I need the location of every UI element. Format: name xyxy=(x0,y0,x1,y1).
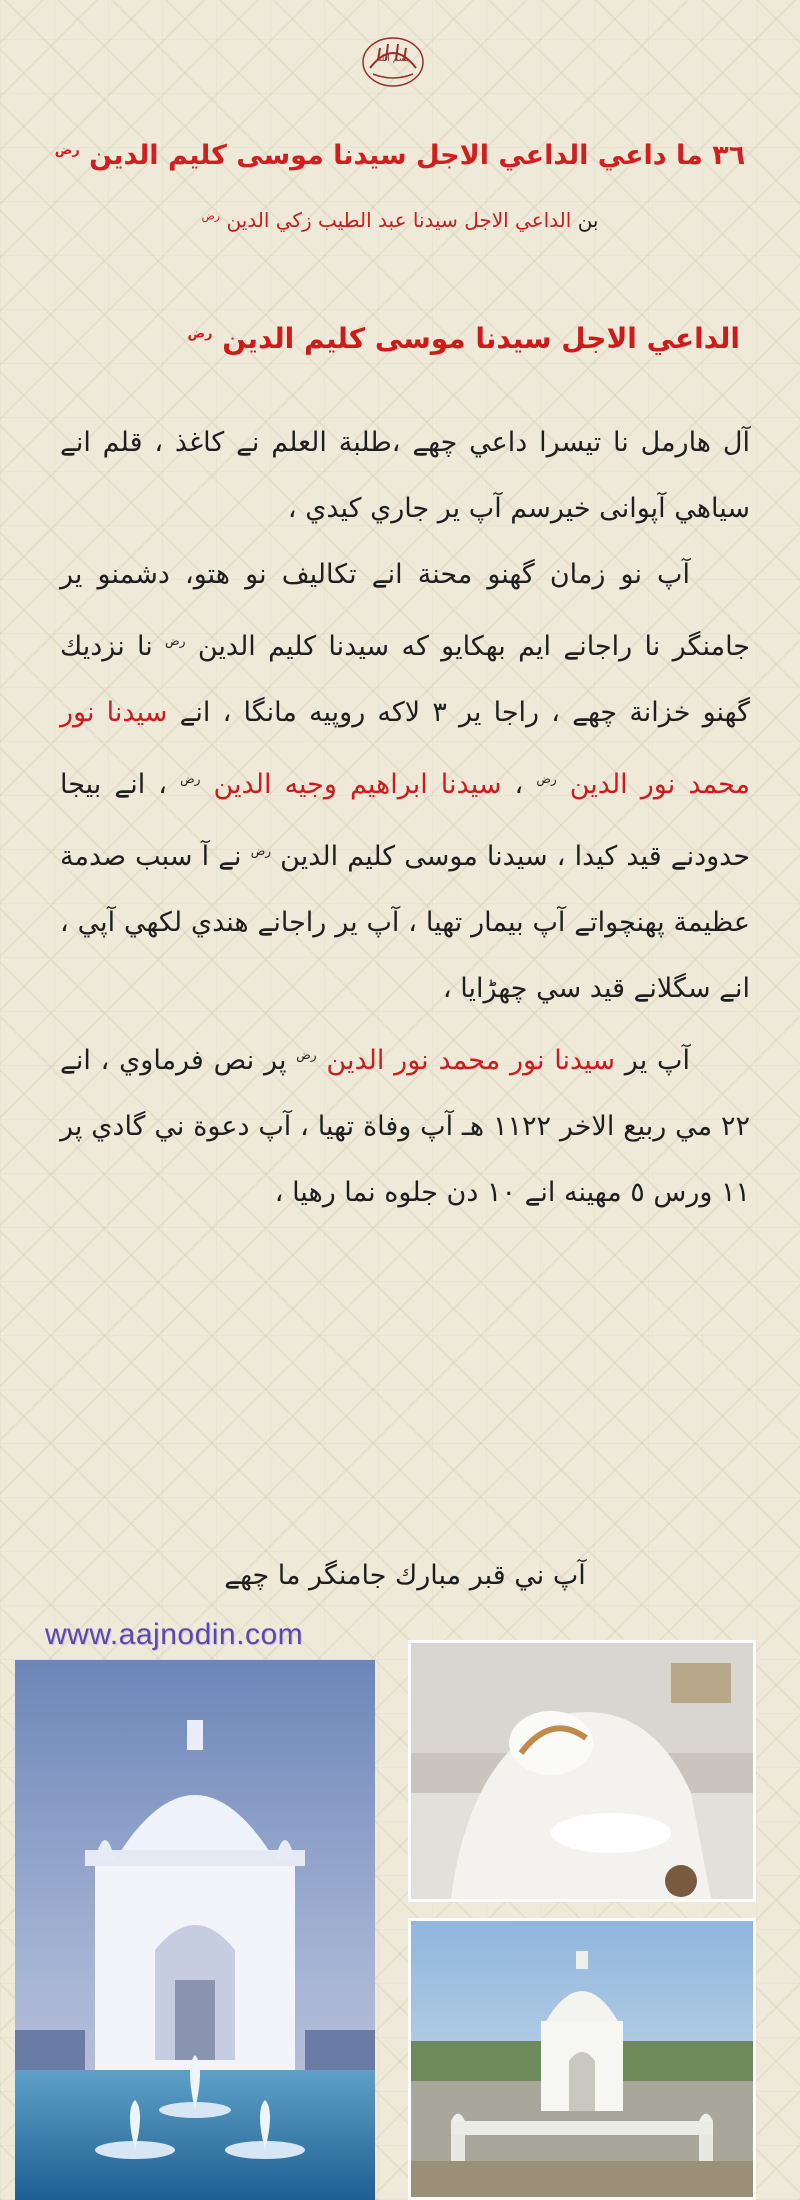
paragraph-2-lead: آپ نو زمان گهنو محنة انے تكاليف نو هتو، xyxy=(184,559,690,590)
website-watermark: www.aajnodin.com xyxy=(45,1618,304,1651)
heading-text: الداعي الاجل سيدنا موسى كليم الدين xyxy=(222,322,740,355)
paragraph-1 xyxy=(60,410,750,542)
separator: ، xyxy=(501,769,524,800)
name-wajihuddin: سيدنا ابراهيم وجيه الدين xyxy=(213,769,502,800)
mausoleum-aerial-photo xyxy=(408,1918,756,2200)
name-nooruddin-2: سيدنا نور محمد نور الدين xyxy=(326,1045,615,1076)
paragraph-3-text: پر نص فرماوي ، انے ٢٢ مي ربيع الاخر ١١٢٢ هـ آپ وفاة تهيا ، آپ دعوة ني گادي پر ١١ ورس ٥ مهينه انے ١٠ دن جلوه نما رهيا ، xyxy=(60,1045,751,1208)
honorific-mark: رض xyxy=(296,1048,317,1062)
subtitle-prefix: بن xyxy=(577,208,599,232)
title-text: ٣٦ ما داعي الداعي الاجل سيدنا موسى كليم الدين xyxy=(89,140,746,171)
paragraph-2-text-c: ، انے بيجا حدودنے قيد كيدا ، سيدنا موسى كليم الدين xyxy=(60,769,751,872)
page-title xyxy=(40,140,760,172)
honorific-mark: رض xyxy=(536,772,557,786)
heading-suffix: رض xyxy=(187,326,213,342)
subtitle-text: الداعي الاجل سيدنا عبد الطيب زكي الدين xyxy=(226,208,572,232)
calligraphy-seal xyxy=(358,30,428,90)
honorific-mark: رض xyxy=(165,634,186,648)
paragraph-2 xyxy=(60,542,750,1022)
paragraph-3 xyxy=(60,1022,750,1226)
paragraph-3-lead: آپ ير xyxy=(624,1045,690,1076)
mausoleum-dome-photo xyxy=(15,1660,375,2200)
honorific-mark: رض xyxy=(180,772,201,786)
person-bowing-at-grave-photo xyxy=(408,1640,756,1902)
paragraph-2-text-b: نا نزديك گهنو خزانة چهے ، راجا ير ٣ لاكه روپيه مانگا ، انے xyxy=(60,631,750,728)
page-subtitle xyxy=(40,208,760,232)
honorific-mark: رض xyxy=(250,844,271,858)
paragraph-1-text: آل هارمل نا تيسرا داعي چهے ،طلبة العلم نے كاغذ ، قلم انے سياهي آپوانى خيرسم آپ ير جاري كيدي ، xyxy=(60,427,750,524)
title-suffix: رض xyxy=(54,143,80,158)
paragraph-2-text: دشمنو ير جامنگر نا راجانے ايم بهكايو كه سيدنا كليم الدين xyxy=(60,559,750,662)
seal-text: بسم الله xyxy=(376,54,410,65)
article-body xyxy=(60,410,750,1226)
paragraph-2-text-d: نے آ سبب صدمة عظيمة پهنچواتے آپ بيمار تهيا ، آپ ير راجانے هندي لكهي آپي ، انے سگلانے قيد سي چهڑايا ، xyxy=(60,841,750,1004)
section-heading xyxy=(60,322,740,355)
closing-line: آپ ني قبر مبارك جامنگر ما چهے xyxy=(224,1560,586,1591)
name-nooruddin: سيدنا نور محمد نور الدين xyxy=(60,697,750,800)
subtitle-suffix: رض xyxy=(201,209,221,223)
